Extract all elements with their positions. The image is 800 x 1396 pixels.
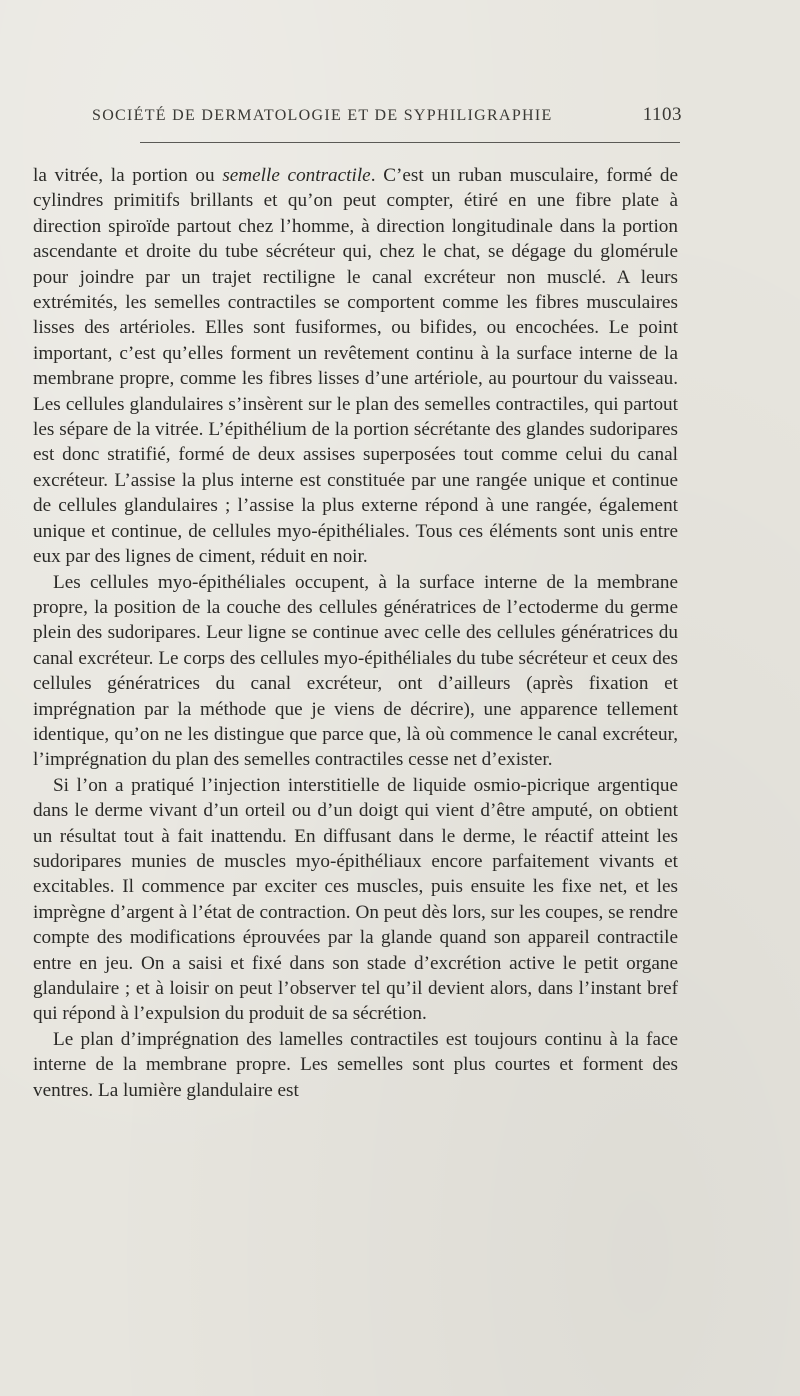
body-text bbox=[33, 163, 678, 1103]
paragraph-1-rest: . C’est un ruban musculaire, formé de cylindres primitifs brillants et qu’on peut compter, étiré en une fibre plate à direction spiroïde partout chez l’homme, à direction longitudinale dans la portion ascendante et droite du tube sécréteur qui, chez le chat, se dégage du glomérule pour joindre par un trajet rectiligne le canal excréteur non musclé. A leurs extrémités, les semelles contractiles se comportent comme les fibres musculaires lisses des artérioles. Elles sont fusiformes, ou bifides, ou encochées. Le point important, c’est qu’elles forment un revêtement continu à la surface interne de la membrane propre, comme les fibres lisses d’une artériole, au pourtour du vaisseau. Les cellules glandulaires s’insèrent sur le plan des semelles contractiles, qui partout les sépare de la vitrée. L’épithélium de la portion sécrétante des glandes sudoripares est donc stratifié, formé de deux assises superposées tout comme celui du canal excréteur. L’assise la plus interne est constituée par une rangée unique et continue de cellules glandulaires ; l’assise la plus externe répond à une rangée, également unique et continue, de cellules myo-épithéliales. Tous ces éléments sont unis entre eux par des lignes de ciment, réduit en noir. bbox=[33, 165, 678, 568]
running-title: SOCIÉTÉ DE DERMATOLOGIE ET DE SYPHILIGRAPHIE bbox=[92, 107, 553, 124]
paragraph-3: Si l’on a pratiqué l’injection interstitielle de liquide osmio-picrique argentique dans le derme vivant d’un orteil ou d’un doigt qui vient d’être amputé, on obtient un résultat tout à fait inattendu. En diffusant dans le derme, le réactif atteint les sudoripares munies de muscles myo-épithéliaux encore parfaitement vivants et excitables. Il commence par exciter ces muscles, puis ensuite les fixe net, et les imprègne d’argent à l’état de contraction. On peut dès lors, sur les coupes, se rendre compte des modifications éprouvées par la glande quand son appareil contractile entre en jeu. On a saisi et fixé dans son stade d’excrétion active le petit organe glandulaire ; et à loisir on peut l’observer tel qu’il devient alors, dans l’instant bref qui répond à l’expulsion du produit de sa sécrétion. bbox=[33, 774, 678, 1025]
paragraph-1-start: la vitrée, la portion ou bbox=[33, 165, 223, 186]
paragraph-4: Le plan d’imprégnation des lamelles contractiles est toujours continu à la face interne de la membrane propre. Les semelles sont plus courtes et forment des ventres. La lumière glandulaire est bbox=[33, 1028, 678, 1101]
paragraph-1 bbox=[33, 163, 678, 570]
page-number: 1103 bbox=[642, 104, 682, 125]
header-rule bbox=[140, 142, 680, 143]
running-header bbox=[92, 104, 682, 128]
paragraph-2: Les cellules myo-épithéliales occupent, à la surface interne de la membrane propre, la position de la couche des cellules génératrices de l’ectoderme du germe plein des sudoripares. Leur ligne se continue avec celle des cellules génératrices du canal excréteur. Le corps des cellules myo-épithéliales du tube sécréteur et ceux des cellules génératrices du canal excréteur, ont d’ailleurs (après fixation et imprégnation par la méthode que je viens de décrire), une apparence tellement identique, qu’on ne les distingue que parce que, là où commence le canal excréteur, l’imprégnation du plan des semelles contractiles cesse net d’exister. bbox=[33, 571, 678, 771]
italic-term: semelle contractile bbox=[222, 165, 371, 186]
